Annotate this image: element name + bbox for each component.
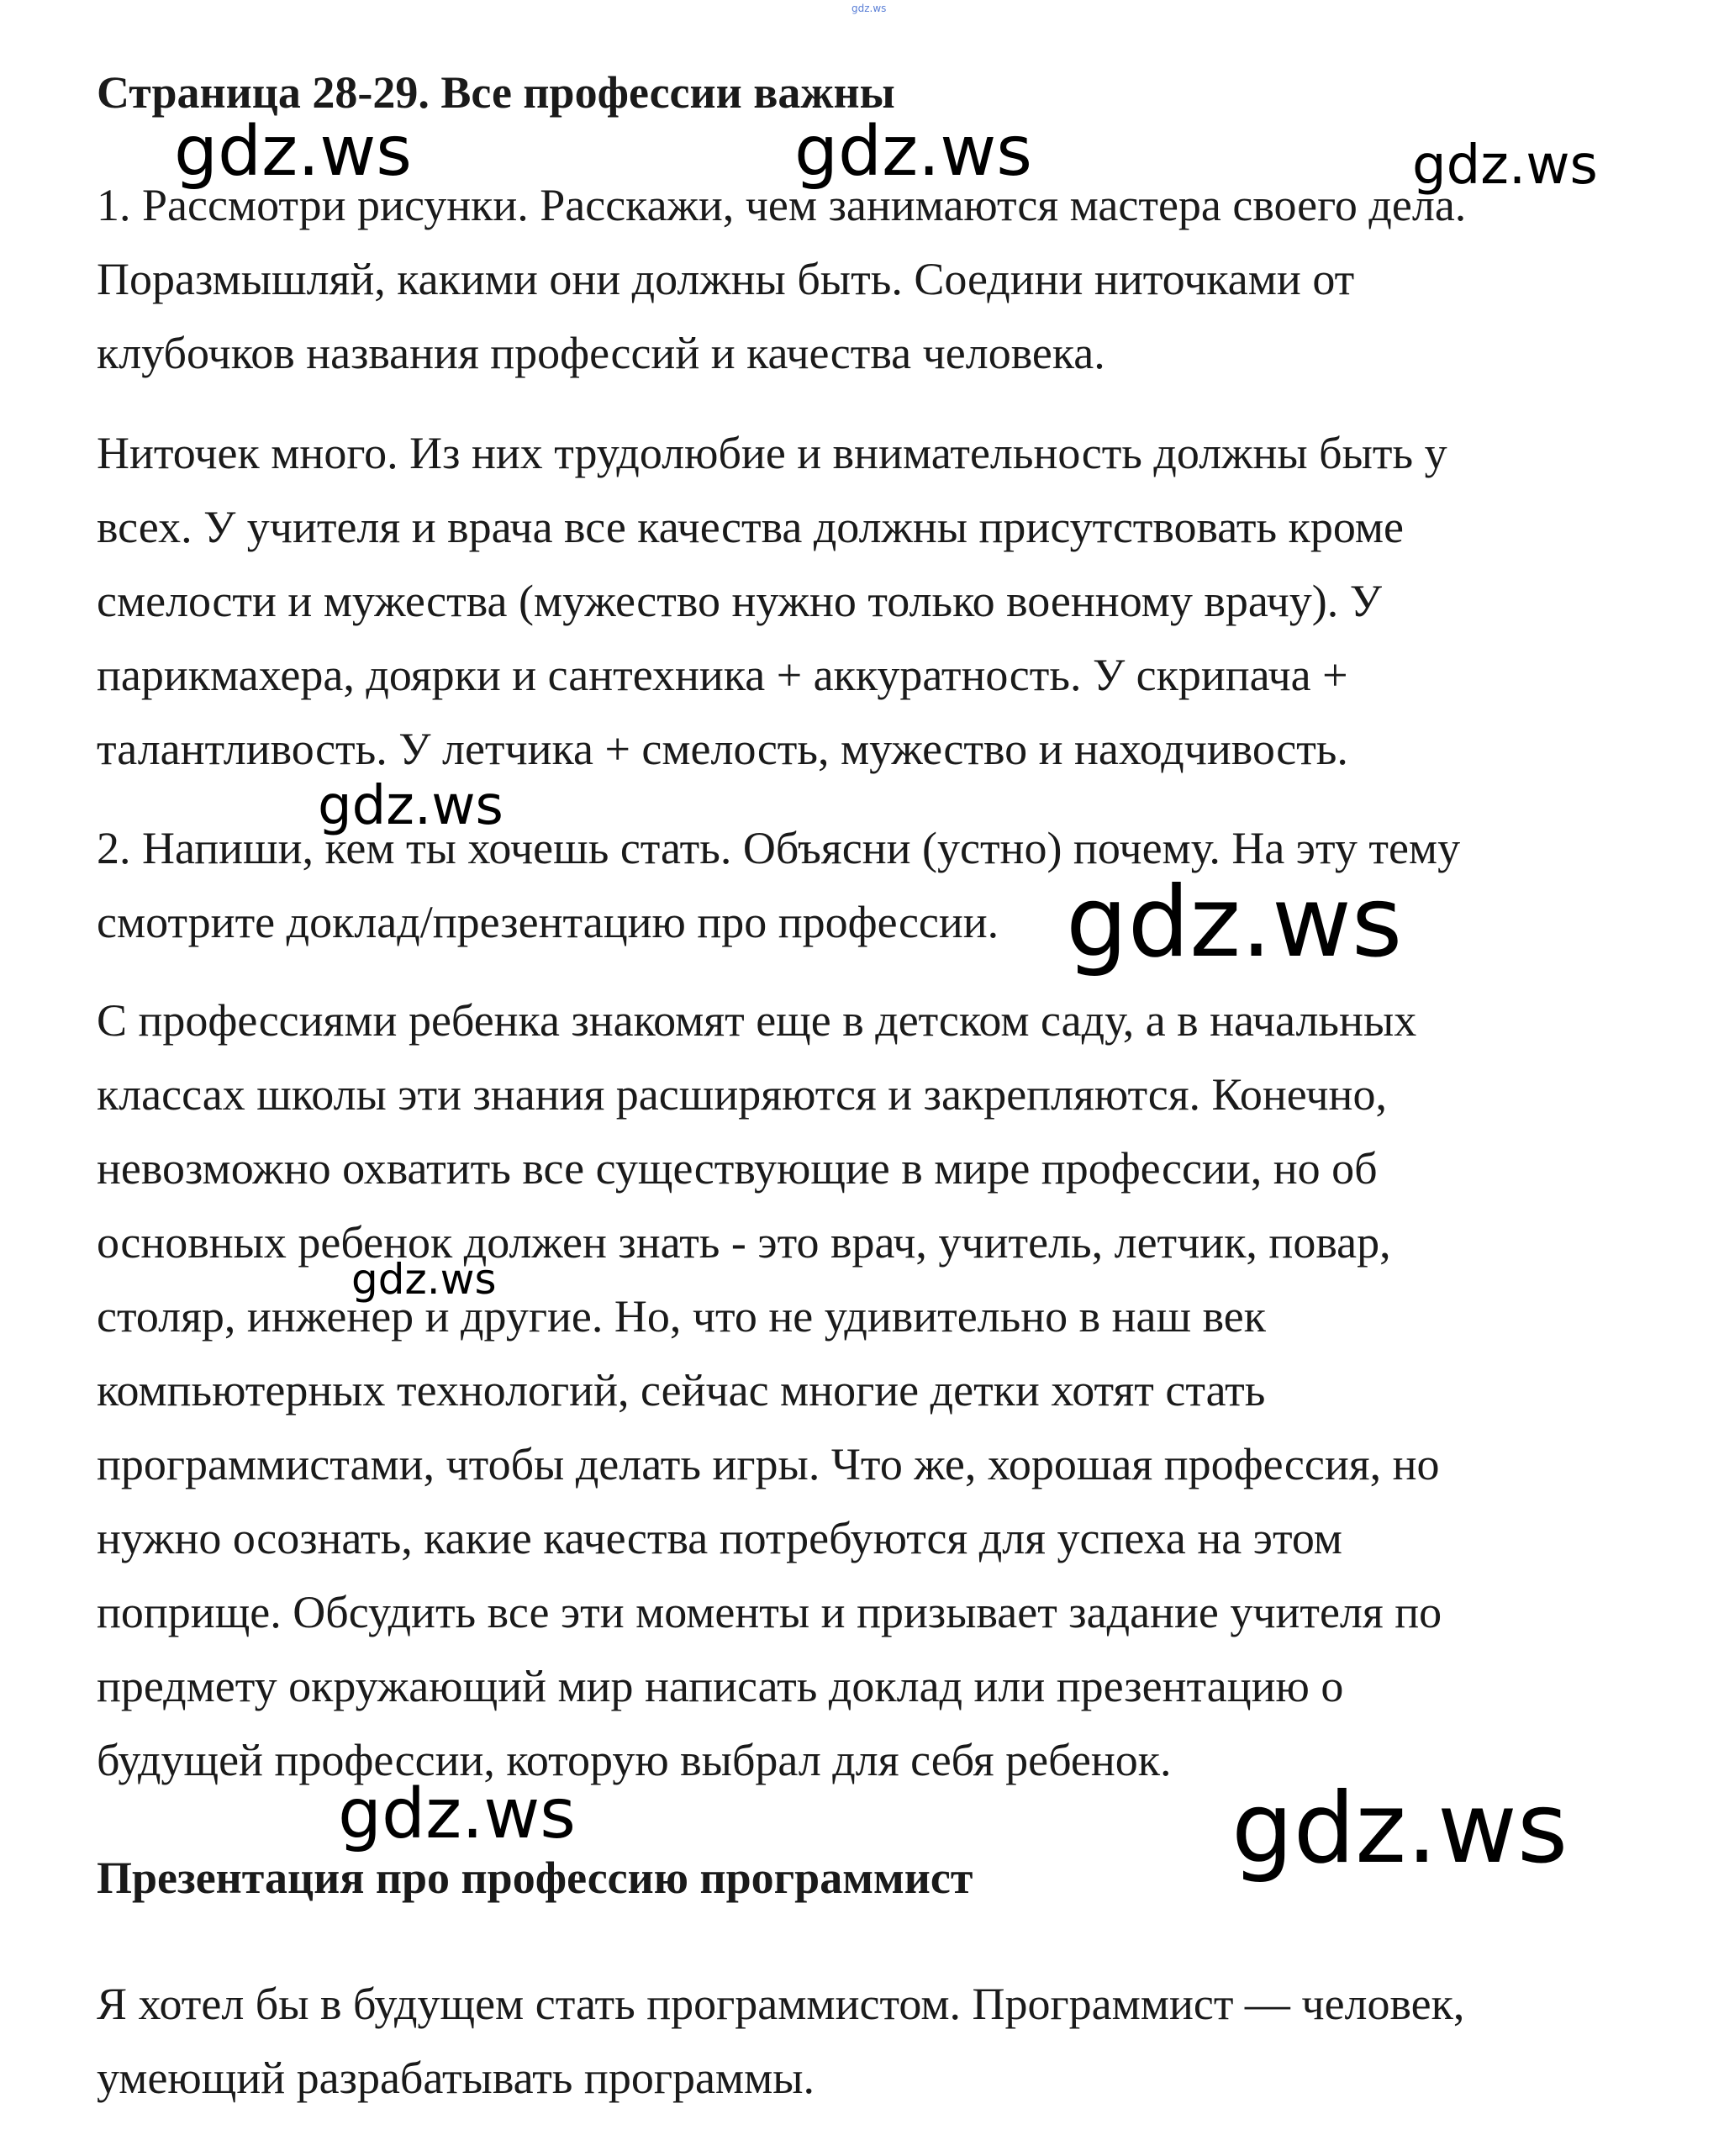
watermark: gdz.ws: [794, 112, 1032, 192]
watermark: gdz.ws: [1066, 866, 1403, 979]
page-title: Страница 28-29. Все профессии важны: [97, 67, 895, 118]
watermark: gdz.ws: [1231, 1772, 1568, 1885]
answer-2-line: столяр, инженер и другие. Но, что не удивительно в наш век: [97, 1291, 1266, 1342]
task-1-text: [97, 168, 1610, 390]
final-line: Я хотел бы в будущем стать программистом. Программист — человек,: [97, 1979, 1465, 2029]
watermark: gdz.ws: [1412, 134, 1598, 197]
watermark: gdz.ws: [318, 775, 503, 837]
task-2-line: 2. Напиши, кем ты хочешь стать. Объясни (устно) почему. На эту тему: [97, 823, 1461, 873]
answer-2-line: предмету окружающий мир написать доклад или презентацию о: [97, 1661, 1344, 1711]
answer-2-line: программистами, чтобы делать игры. Что же, хорошая профессия, но: [97, 1439, 1440, 1489]
answer-1-line: всех. У учителя и врача все качества должны присутствовать кроме: [97, 502, 1404, 552]
answer-1-line: парикмахера, доярки и сантехника + аккуратность. У скрипача +: [97, 650, 1348, 700]
answer-1-text: [97, 416, 1610, 786]
answer-2-line: классах школы эти знания расширяются и закрепляются. Конечно,: [97, 1069, 1387, 1120]
final-line: умеющий разрабатывать программы.: [97, 2053, 815, 2103]
answer-1-line: Ниточек много. Из них трудолюбие и внимательность должны быть у: [97, 428, 1447, 478]
header-watermark: gdz.ws: [851, 3, 887, 14]
task-1-line: Поразмышляй, какими они должны быть. Соедини ниточками от: [97, 254, 1355, 304]
answer-2-line: С профессиями ребенка знакомят еще в детском саду, а в начальных: [97, 995, 1417, 1046]
watermark: gdz.ws: [174, 112, 412, 192]
watermark: gdz.ws: [351, 1255, 497, 1304]
answer-2-line: невозможно охватить все существующие в мире профессии, но об: [97, 1143, 1378, 1194]
final-text: [97, 1967, 1610, 2115]
answer-1-line: смелости и мужества (мужество нужно только военному врачу). У: [97, 576, 1383, 626]
watermark: gdz.ws: [338, 1774, 576, 1854]
presentation-heading: Презентация про профессию программист: [97, 1853, 973, 1903]
task-1-line: 1. Рассмотри рисунки. Расскажи, чем занимаются мастера своего дела.: [97, 180, 1467, 230]
answer-2-line: будущей профессии, которую выбрал для себя ребенок.: [97, 1735, 1172, 1785]
task-2-line: смотрите доклад/презентацию про профессии.: [97, 897, 999, 947]
answer-2-line: компьютерных технологий, сейчас многие детки хотят стать: [97, 1365, 1266, 1415]
answer-2-line: основных ребенок должен знать - это врач, учитель, летчик, повар,: [97, 1217, 1391, 1268]
answer-2-line: нужно осознать, какие качества потребуются для успеха на этом: [97, 1513, 1342, 1563]
answer-2-text: [97, 983, 1610, 1797]
answer-1-line: талантливость. У летчика + смелость, мужество и находчивость.: [97, 724, 1348, 774]
answer-2-line: поприще. Обсудить все эти моменты и призывает задание учителя по: [97, 1587, 1442, 1637]
task-1-line: клубочков названия профессий и качества человека.: [97, 328, 1105, 378]
